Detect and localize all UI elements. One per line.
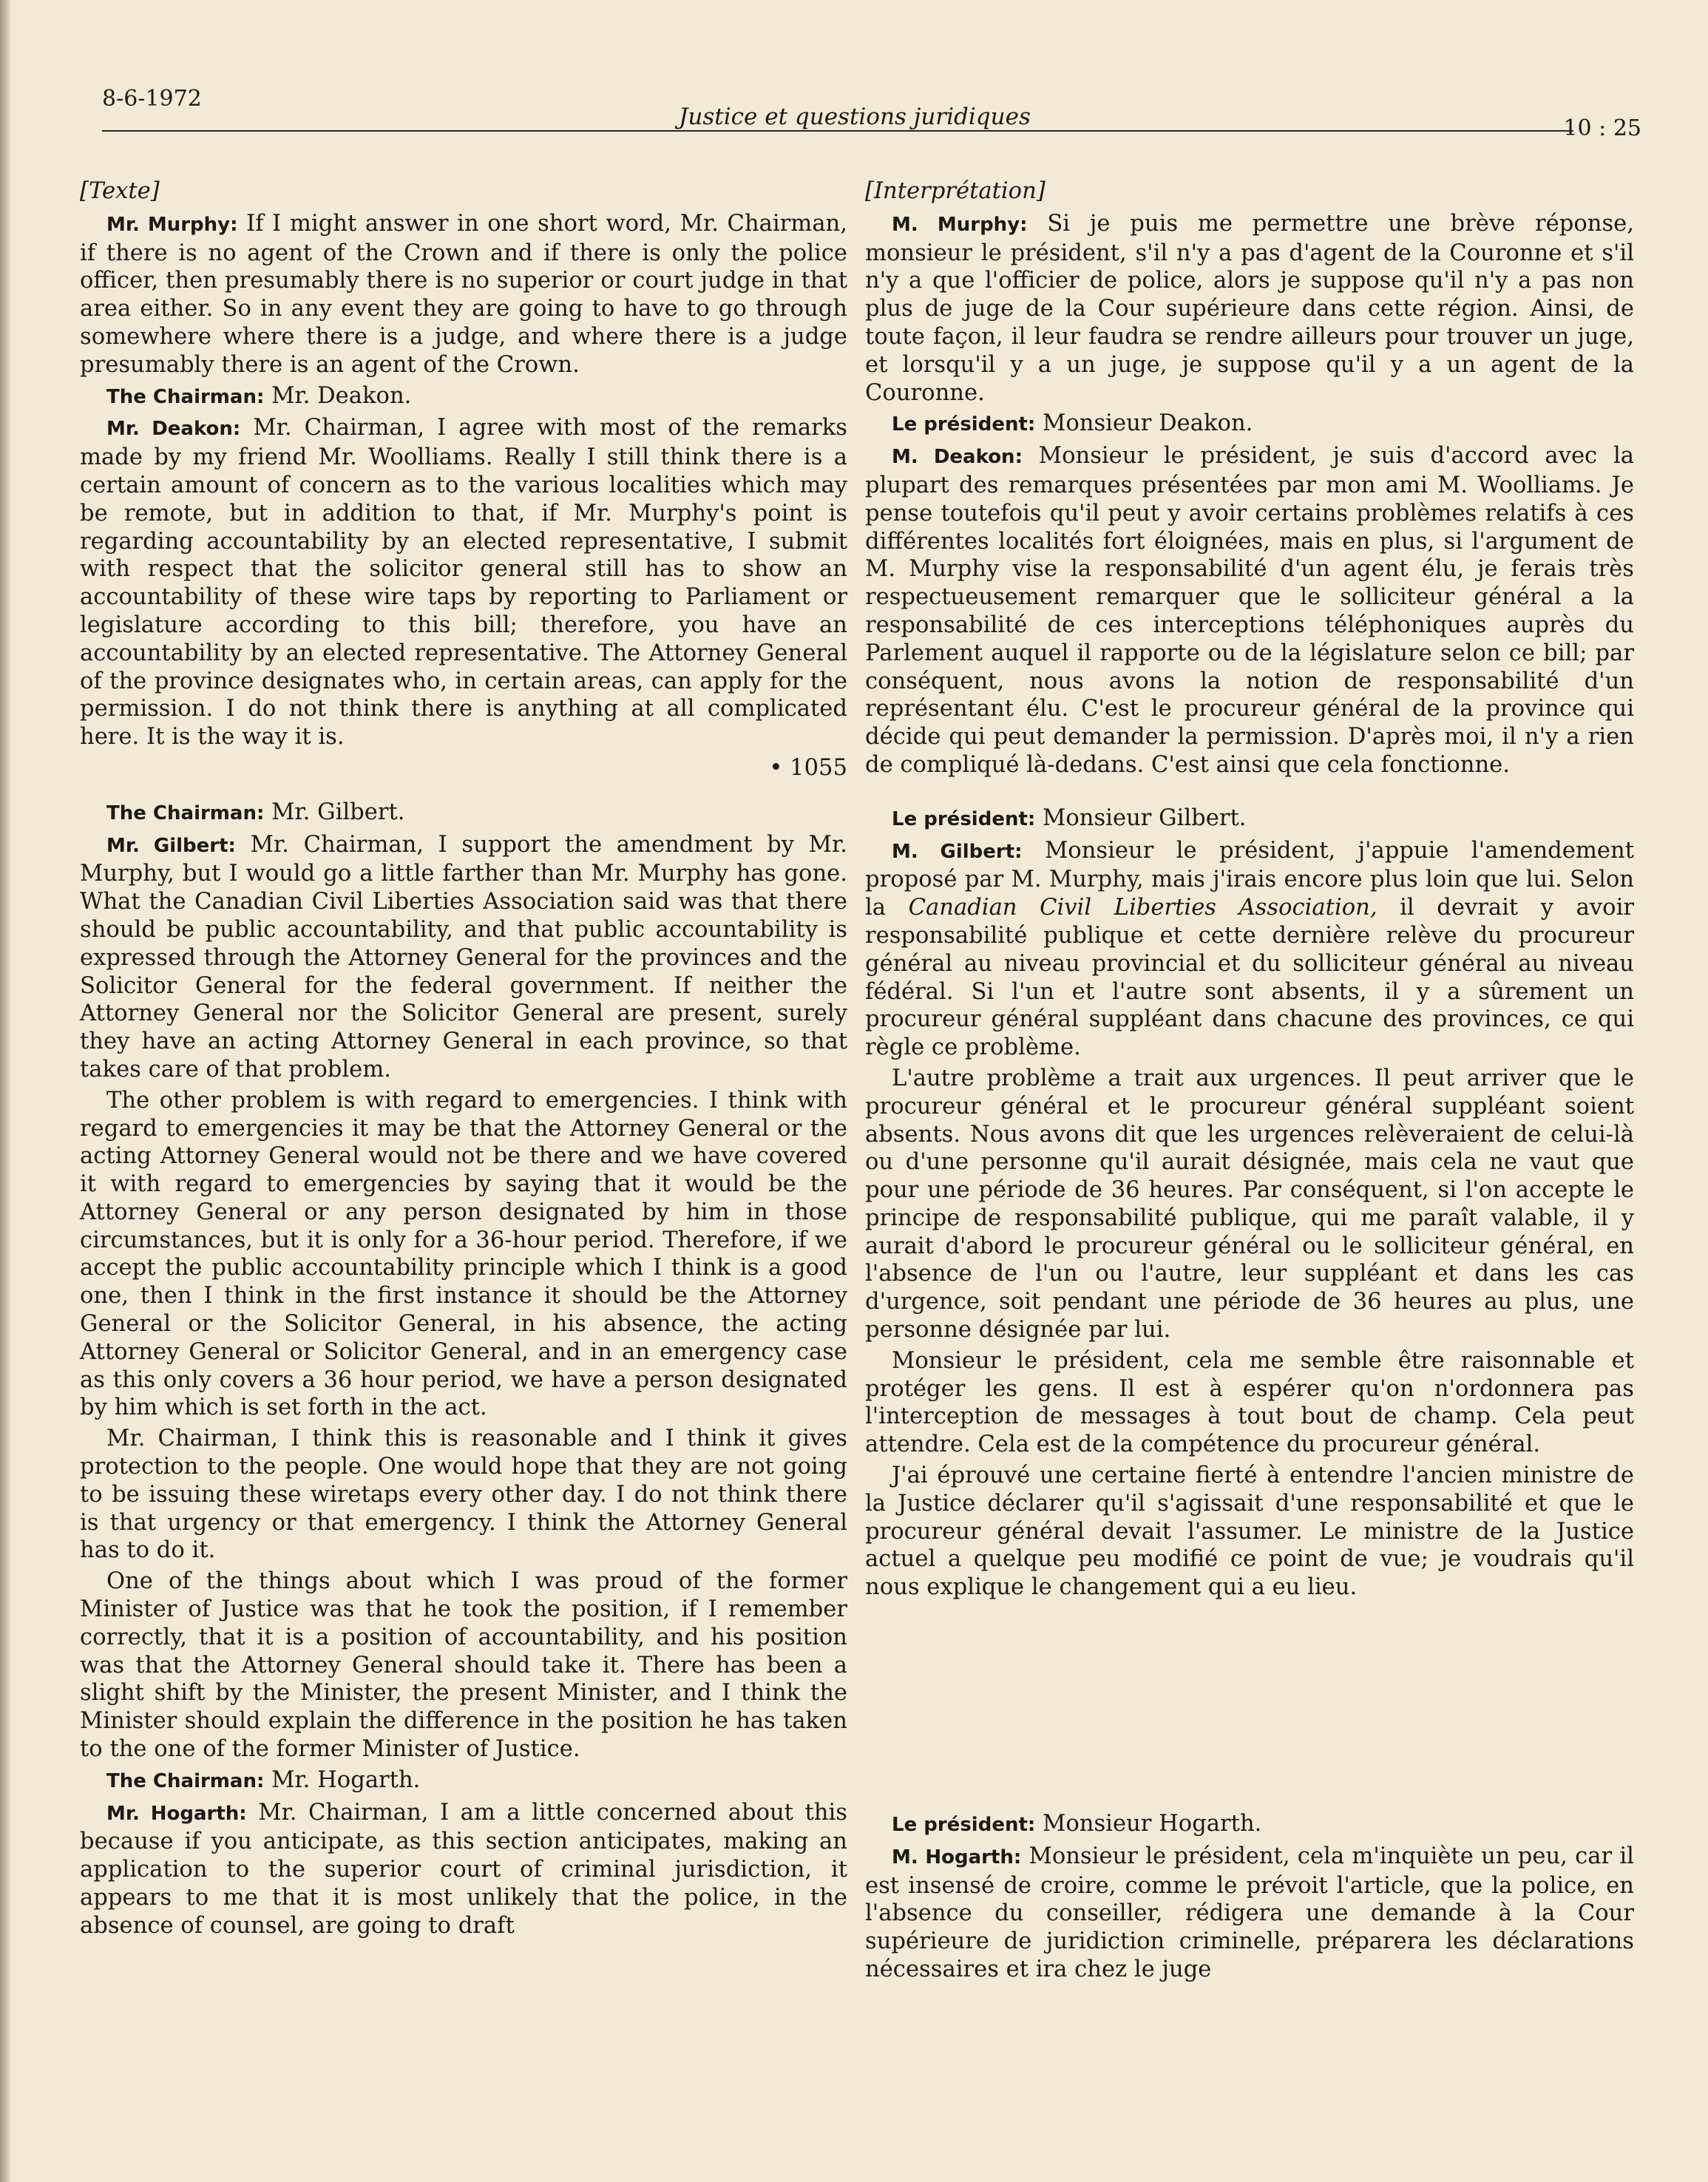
header-rule xyxy=(102,130,1573,132)
paragraph-text: Mr. Deakon. xyxy=(271,382,412,409)
speaker-name: M. Hogarth: xyxy=(892,1846,1022,1868)
french-column xyxy=(865,177,1634,1987)
header-date: 8-6-1972 xyxy=(102,86,202,112)
language-tag: [Texte] xyxy=(80,178,160,204)
paragraph-text: Monsieur Hogarth. xyxy=(1043,1811,1262,1837)
paragraph-gilbert xyxy=(865,837,1634,1062)
paragraph-text: Mr. Hogarth. xyxy=(271,1766,421,1793)
paragraph-chairman xyxy=(80,382,847,412)
speaker-name: The Chairman: xyxy=(106,802,265,824)
paragraph-text: Mr. Chairman, I agree with most of the remarks made by my friend Mr. Woolliams. Really I still think there is a certain amount of concern as to the various localities which may be remote, but in addition to that, if Mr. Murphy's point is regarding accountability by an elected representative, I submit with respect that the solicitor general still has to show an accountability of these wire taps by reporting to Parliament or legislature according to this bill; therefore, you have an accountability by an elected representative. The Attorney General of the province designates who, in certain areas, can apply for the permission. I do not think there is anything at all complicated here. It is the way it is. xyxy=(80,415,847,751)
header-page-number: 10 : 25 xyxy=(1563,115,1641,141)
paragraph-text: Monsieur Deakon. xyxy=(1043,410,1253,437)
paragraph-chairman xyxy=(865,804,1634,834)
spacer xyxy=(865,782,1634,804)
paragraph-text: Si je puis me permettre une brève réponse, monsieur le président, s'il n'y a pas d'agent de la Couronne et s'il n'y a que l'officier de police, alors je suppose qu'il n'y a pas non plus de juge de la Cour supérieure dans cette région. Ainsi, de toute façon, il leur faudra se rendre ailleurs pour trouver un juge, et lorsqu'il y a un juge, je suppose qu'il y a un agent de la Couronne. xyxy=(865,210,1634,406)
paragraph-hogarth xyxy=(865,1843,1634,1984)
paragraph-text: One of the things about which I was proud of the former Minister of Justice was that he took the position, if I remember correctly, that it is a position of accountability, and his position was that the Attorney General should take it. There has been a slight shift by the Minister, the present Minister, and I think the Minister should explain the difference in the position he has taken to the one of the former Minister of Justice. xyxy=(80,1568,847,1763)
paragraph-text: Mr. Chairman, I am a little concerned about this because if you anticipate, as this section anticipates, making an application to the superior court of criminal jurisdiction, it appears to me that it is most unlikely that the police, in the absence of counsel, are going to draft xyxy=(80,1799,847,1939)
spacer xyxy=(865,1605,1634,1810)
paragraph-text: Monsieur le président, j'appuie l'amendement proposé par M. Murphy, mais j'irais encore plus loin que lui. Selon la xyxy=(865,837,1634,921)
english-column xyxy=(80,177,847,1943)
paragraph-chairman xyxy=(865,410,1634,439)
speaker-name: Le président: xyxy=(892,807,1036,830)
paragraph-chairman xyxy=(865,1810,1634,1840)
speaker-name: M. Gilbert: xyxy=(892,840,1023,863)
header-title: Justice et questions juridiques xyxy=(679,104,1031,130)
speaker-name: Le président: xyxy=(892,413,1036,436)
paragraph-text: Monsieur le président, je suis d'accord avec la plupart des remarques présentées par mon ami M. Woolliams. Je pense toutefois qu'il peut y avoir certains problèmes relatifs à ces différentes localités fort éloignées, mais en plus, si l'argument de M. Murphy vise la responsabilité d'un agent élu, je ferais très respectueusement remarquer que le solliciteur général a la responsabilité de ces interceptions téléphoniques auprès du Parlement auquel il rapporte ou de la législature selon ce bill; par conséquent, nous avons la notion de responsabilité d'un représentant élu. C'est le procureur général de la province qui décide qui peut demander la permission. D'après moi, il n'y a rien de compliqué là-dedans. C'est ainsi que cela fonctionne. xyxy=(865,443,1634,778)
time-marker: • 1055 xyxy=(769,754,847,781)
speaker-name: The Chairman: xyxy=(106,1769,265,1792)
paragraph-deakon xyxy=(80,414,847,751)
speaker-name: The Chairman: xyxy=(106,385,265,408)
speaker-name: Mr. Gilbert: xyxy=(106,834,236,857)
speaker-name: Mr. Hogarth: xyxy=(106,1802,247,1825)
language-tag: [Interprétation] xyxy=(865,178,1046,204)
paragraph-text: The other problem is with regard to emergencies. I think with regard to emergencies it may be that the Attorney General or the acting Attorney General would not be there and we have covered it with regard to emergencies by saying that it would be the Attorney General or any person designated by him in those circumstances, but it is only for a 36-hour period. Therefore, if we accept the public accountability principle which I think is a good one, then I think in the first instance it should be the Attorney General or the Solicitor General, in his absence, the acting Attorney General or Solicitor General, and in an emergency case as this only covers a 36 hour period, we have a person designated by him which is set forth in the act. xyxy=(80,1087,847,1421)
running-header xyxy=(102,81,1641,140)
speaker-name: Mr. Deakon: xyxy=(106,418,241,441)
paragraph-chairman xyxy=(80,799,847,828)
association-name: Canadian Civil Liberties Association, xyxy=(908,895,1377,921)
paragraph-text: Mr. Chairman, I support the amendment by Mr. Murphy, but I would go a little farther than Mr. Murphy has gone. What the Canadian Civil Liberties Association said was that there should be public accountability, and that public accountability is expressed through the Attorney General for the provinces and the Solicitor General for the federal government. If neither the Attorney General nor the Solicitor General are present, surely they have an acting Attorney General in each province, so that takes care of that problem. xyxy=(80,831,847,1082)
speaker-name: Le président: xyxy=(892,1814,1036,1837)
speaker-name: Mr. Murphy: xyxy=(106,213,238,236)
paragraph-text: Monsieur le président, cela me semble être raisonnable et protéger les gens. Il est à espérer qu'on n'ordonnera pas l'interception de messages à tout bout de champ. Cela peut attendre. Cela est de la compétence du procureur général. xyxy=(865,1347,1634,1458)
paragraph-text: L'autre problème a trait aux urgences. Il peut arriver que le procureur général et le procureur général suppléant soient absents. Nous avons dit que les urgences relèveraient de celui-là ou d'une personne qu'il aurait désignée, mais cela ne vaut que pour une période de 36 heures. Par conséquent, si l'on accepte le principe de responsabilité publique, qui me paraît valable, il y aurait d'abord le procureur général ou le solliciteur général, en l'absence de l'un ou l'autre, leur suppléant et dans les cas d'urgence, soit pendant une période de 36 heures au plus, une personne désignée par lui. xyxy=(865,1065,1634,1344)
page-edge-shadow xyxy=(0,0,10,2182)
paragraph-text: If I might answer in one short word, Mr. Chairman, if there is no agent of the Crown and if there is only the police officer, then presumably there is no superior or court judge in that area either. So in any event they are going to have to go through somewhere where there is a judge, and where there is a judge presumably there is an agent of the Crown. xyxy=(80,210,847,378)
paragraph-text: Monsieur Gilbert. xyxy=(1043,804,1247,831)
speaker-name: M. Murphy: xyxy=(892,213,1028,236)
paragraph-deakon xyxy=(865,442,1634,779)
paragraph-murphy xyxy=(80,210,847,379)
paragraph-text: J'ai éprouvé une certaine fierté à entendre l'ancien ministre de la Justice déclarer qu'il s'agissait d'une responsabilité et que le procureur général devait l'assumer. Le ministre de la Justice actuel a quelque peu modifié ce point de vue; je voudrais qu'il nous explique le changement qui a eu lieu. xyxy=(865,1463,1634,1601)
speaker-name: M. Deakon: xyxy=(892,446,1023,469)
paragraph-chairman xyxy=(80,1766,847,1796)
paragraph-text: Mr. Chairman, I think this is reasonable and I think it gives protection to the people. One would hope that they are not going to be issuing these wiretaps every other day. I do not think there is that urgency or that emergency. I think the Attorney General has to do it. xyxy=(80,1426,847,1564)
paragraph-text: Mr. Gilbert. xyxy=(271,799,405,825)
paragraph-text: il devrait y avoir responsabilité publique et cette dernière relève du procureur général au niveau provincial et du solliciteur général au niveau fédéral. Si l'un et l'autre sont absents, il y a sûrement un procureur général suppléant dans chacune des provinces, ce qui règle ce problème. xyxy=(865,895,1634,1061)
paragraph-gilbert xyxy=(80,831,847,1084)
paragraph-text: Monsieur le président, cela m'inquiète un peu, car il est insensé de croire, comme le prévoit l'article, que la police, en l'absence du conseiller, rédigera une demande à la Cour supérieure de juridiction criminelle, préparera les déclarations nécessaires et ira chez le juge xyxy=(865,1843,1634,1983)
paragraph-hogarth xyxy=(80,1799,847,1940)
paragraph-murphy xyxy=(865,210,1634,407)
